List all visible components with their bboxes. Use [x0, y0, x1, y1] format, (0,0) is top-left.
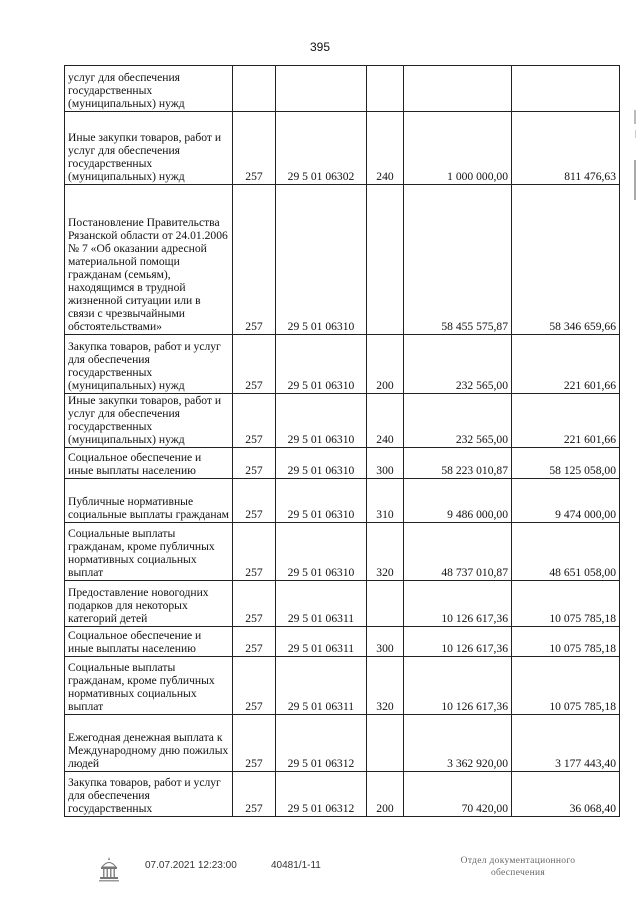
- table-row: [65, 448, 620, 479]
- row-kcsr: 29 5 01 06310: [276, 185, 367, 335]
- row-name: Ежегодная денежная выплата к Международному дню пожилых людей: [65, 715, 233, 772]
- row-name: Социальное обеспечение и иные выплаты населению: [65, 627, 233, 657]
- row-code: 257: [233, 581, 276, 627]
- row-kcsr: [276, 66, 367, 112]
- row-kcsr: 29 5 01 06302: [276, 112, 367, 185]
- row-kcsr: 29 5 01 06311: [276, 581, 367, 627]
- row-code: 257: [233, 715, 276, 772]
- row-name: Предоставление новогодних подарков для некоторых категорий детей: [65, 581, 233, 627]
- row-amount-plan: 48 737 010,87: [404, 523, 512, 581]
- table-row: [65, 715, 620, 772]
- row-kcsr: 29 5 01 06310: [276, 394, 367, 448]
- row-amount-plan: 70 420,00: [404, 772, 512, 817]
- row-name: Закупка товаров, работ и услуг для обеспечения государственных: [65, 772, 233, 817]
- row-kcsr: 29 5 01 06312: [276, 772, 367, 817]
- row-kvr: 300: [367, 627, 404, 657]
- dept-line-1: Отдел документационного: [460, 856, 576, 866]
- footer-doc-number: 40481/1-11: [271, 860, 321, 871]
- row-kvr: 310: [367, 479, 404, 523]
- row-kcsr: 29 5 01 06310: [276, 523, 367, 581]
- row-name: Публичные нормативные социальные выплаты гражданам: [65, 479, 233, 523]
- row-name: Социальное обеспечение и иные выплаты населению: [65, 448, 233, 479]
- dept-line-2: обеспечения: [490, 868, 546, 878]
- row-amount-plan: 1 000 000,00: [404, 112, 512, 185]
- table-row: [65, 772, 620, 817]
- row-name: услуг для обеспечения государственных (муниципальных) нужд: [65, 66, 233, 112]
- row-amount-fact: 48 651 058,00: [512, 523, 620, 581]
- table-row: [65, 581, 620, 627]
- row-amount-fact: 10 075 785,18: [512, 657, 620, 715]
- row-amount-fact: 10 075 785,18: [512, 627, 620, 657]
- row-code: 257: [233, 479, 276, 523]
- row-name: Закупка товаров, работ и услуг для обеспечения государственных (муниципальных) нужд: [65, 335, 233, 394]
- row-kvr: 200: [367, 772, 404, 817]
- row-kvr: 320: [367, 523, 404, 581]
- row-amount-fact: 58 346 659,66: [512, 185, 620, 335]
- row-amount-plan: 232 565,00: [404, 394, 512, 448]
- table-row: [65, 627, 620, 657]
- row-kvr: 300: [367, 448, 404, 479]
- row-name: Иные закупки товаров, работ и услуг для обеспечения государственных (муниципальных) нужд: [65, 394, 233, 448]
- row-kvr: [367, 66, 404, 112]
- table-row: [65, 185, 620, 335]
- table-row: [65, 479, 620, 523]
- table-row: [65, 335, 620, 394]
- row-amount-fact: 58 125 058,00: [512, 448, 620, 479]
- page-footer: [0, 855, 640, 895]
- row-amount-plan: 10 126 617,36: [404, 581, 512, 627]
- row-name: Иные закупки товаров, работ и услуг для обеспечения государственных (муниципальных) нужд: [65, 112, 233, 185]
- row-code: 257: [233, 185, 276, 335]
- row-code: 257: [233, 627, 276, 657]
- row-amount-fact: 221 601,66: [512, 394, 620, 448]
- row-amount-plan: 3 362 920,00: [404, 715, 512, 772]
- row-amount-plan: [404, 66, 512, 112]
- row-code: 257: [233, 523, 276, 581]
- row-amount-fact: 811 476,63: [512, 112, 620, 185]
- row-kvr: 240: [367, 394, 404, 448]
- table-row: [65, 394, 620, 448]
- row-kvr: [367, 715, 404, 772]
- row-amount-fact: 3 177 443,40: [512, 715, 620, 772]
- row-kcsr: 29 5 01 06310: [276, 335, 367, 394]
- table-row: [65, 66, 620, 112]
- footer-department-stamp: [443, 855, 593, 879]
- row-amount-plan: 10 126 617,36: [404, 657, 512, 715]
- row-code: 257: [233, 448, 276, 479]
- row-kvr: 240: [367, 112, 404, 185]
- row-kcsr: 29 5 01 06311: [276, 627, 367, 657]
- footer-date: 07.07.2021 12:23:00: [145, 860, 237, 871]
- row-amount-plan: 232 565,00: [404, 335, 512, 394]
- row-name: Социальные выплаты гражданам, кроме публичных нормативных социальных выплат: [65, 657, 233, 715]
- row-amount-fact: 36 068,40: [512, 772, 620, 817]
- row-amount-fact: 221 601,66: [512, 335, 620, 394]
- row-code: 257: [233, 394, 276, 448]
- row-kvr: 320: [367, 657, 404, 715]
- scan-edge-marks: [630, 100, 640, 220]
- row-kvr: [367, 581, 404, 627]
- row-amount-plan: 58 455 575,87: [404, 185, 512, 335]
- row-kcsr: 29 5 01 06310: [276, 448, 367, 479]
- row-amount-fact: 10 075 785,18: [512, 581, 620, 627]
- row-kcsr: 29 5 01 06311: [276, 657, 367, 715]
- table-row: [65, 112, 620, 185]
- row-kcsr: 29 5 01 06312: [276, 715, 367, 772]
- row-amount-plan: 9 486 000,00: [404, 479, 512, 523]
- row-amount-plan: 10 126 617,36: [404, 627, 512, 657]
- row-code: 257: [233, 657, 276, 715]
- row-kcsr: 29 5 01 06310: [276, 479, 367, 523]
- page-number: 395: [309, 40, 331, 54]
- building-emblem-icon: [97, 855, 121, 885]
- budget-table: [64, 65, 620, 817]
- row-kvr: 200: [367, 335, 404, 394]
- row-code: 257: [233, 772, 276, 817]
- row-amount-fact: [512, 66, 620, 112]
- row-code: 257: [233, 335, 276, 394]
- row-amount-fact: 9 474 000,00: [512, 479, 620, 523]
- row-code: [233, 66, 276, 112]
- row-name: Постановление Правительства Рязанской области от 24.01.2006 № 7 «Об оказании адресной материальной помощи гражданам (семьям), находящимся в трудной жизненной ситуации или в связи с чрезвычайными обстоятельствами»: [65, 185, 233, 335]
- row-name: Социальные выплаты гражданам, кроме публичных нормативных социальных выплат: [65, 523, 233, 581]
- table-row: [65, 523, 620, 581]
- row-kvr: [367, 185, 404, 335]
- row-amount-plan: 58 223 010,87: [404, 448, 512, 479]
- row-code: 257: [233, 112, 276, 185]
- table-row: [65, 657, 620, 715]
